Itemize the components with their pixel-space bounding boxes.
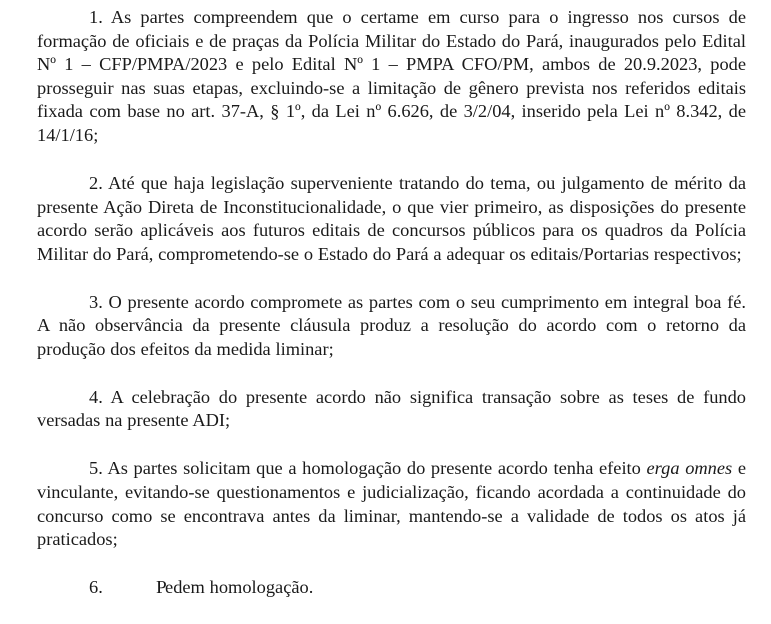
clause-2 [37,172,746,266]
clause-text: As partes compreendem que o certame em curso para o ingresso nos cursos de formação de oficiais e de praças da Polícia Militar do Estado do Pará, inaugurados pelo Edital Nº 1 – CFP/PMPA/2023 e pelo Edital Nº 1 – PMPA CFO/PM, ambos de 20.9.2023, pode prosseguir nas suas etapas, excluindo-se a limitação de gênero prevista nos referidos editais fixada com base no art. 37-A, § 1º, da Lei nº 6.626, de 3/2/04, inserido pela Lei nº 8.342, de 14/1/16; [37,7,746,145]
clause-number: 2. [89,172,109,193]
clause-number: 1. [89,7,111,27]
clause-text: edem homologação. [165,577,314,598]
clause-6 [37,576,746,600]
clause-text: O presente acordo compromete as partes com o seu cumprimento em integral boa fé. A não observância da presente cláusula produz a resolução do acordo com o retorno da produção dos efeitos da medida liminar; [37,291,746,359]
clause-italic-term: erga omnes [646,458,733,479]
clause-text: A celebração do presente acordo não significa transação sobre as teses de fundo versadas na presente ADI; [37,386,746,431]
clause-first-letter: P [155,577,167,598]
clause-5 [37,457,746,551]
clause-number: 3. [89,291,109,312]
clause-text: As partes solicitam que a homologação do presente acordo tenha efeito [107,458,647,479]
clause-number: 5. [89,458,108,479]
clause-text: Até que haja legislação superveniente tratando do tema, ou julgamento de mérito da presente Ação Direta de Inconstitucionalidade, o que vier primeiro, as disposições do presente acordo serão aplicáveis aos futuros editais de concursos públicos para os quadros da Polícia Militar do Pará, comprometendo-se o Estado do Pará a adequar os editais/Portarias respectivos; [37,172,746,264]
clause-text-continued: e vinculante, evitando-se questionamentos e judicialização, ficando acordada a continuidade do concurso como se encontrava antes da liminar, mantendo-se a validade de todos os atos já praticados; [37,458,746,550]
clause-number: 4. [89,386,111,407]
clause-number: 6. [89,577,103,598]
clause-1 [37,6,746,148]
clause-3 [37,291,746,362]
clause-4 [37,386,746,433]
